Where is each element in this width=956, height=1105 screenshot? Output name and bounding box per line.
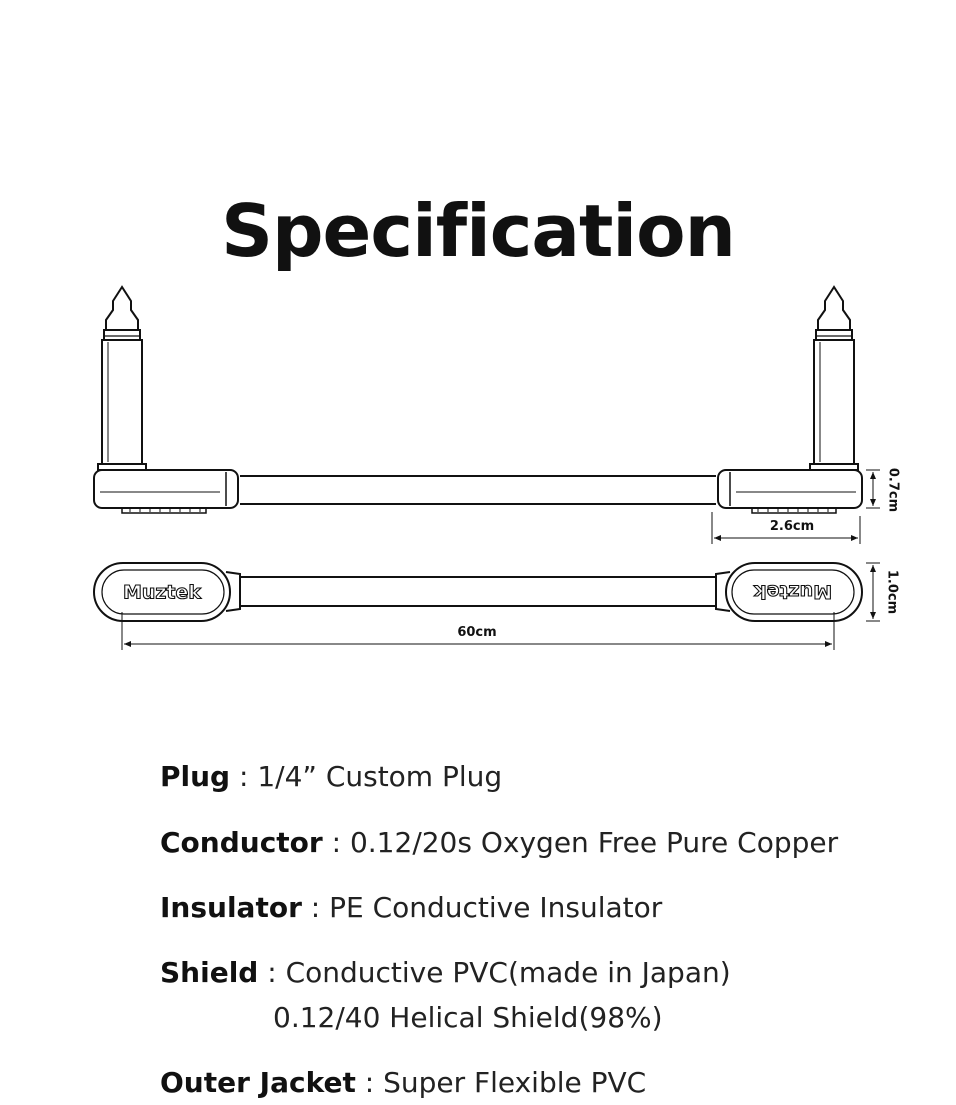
label-thickness: 0.7cm [885, 467, 901, 513]
side-view [94, 287, 862, 513]
page-title: Specification [221, 189, 735, 273]
spec-row-outer-jacket: Outer Jacket : Super Flexible PVC [160, 1066, 647, 1099]
logo-right: Muztek [753, 580, 833, 603]
spec-label: Outer Jacket [160, 1066, 356, 1099]
label-length: 60cm [457, 625, 497, 640]
dimension-thickness [866, 470, 880, 508]
spec-label: Shield [160, 956, 259, 989]
spec-row-conductor: Conductor : 0.12/20s Oxygen Free Pure Copper [160, 826, 839, 859]
dimension-height [866, 563, 880, 621]
spec-label: Plug [160, 760, 231, 793]
spec-value: 0.12/20s Oxygen Free Pure Copper [349, 826, 839, 859]
label-height: 1.0cm [884, 569, 900, 615]
left-head-side [94, 470, 238, 513]
spec-value: PE Conductive Insulator [329, 891, 663, 924]
right-plug-icon [810, 287, 858, 470]
logo-left: Muztek [122, 581, 202, 604]
spec-row-plug: Plug : 1/4” Custom Plug [160, 760, 503, 793]
label-head-width: 2.6cm [769, 519, 815, 534]
left-plug-icon [98, 287, 146, 470]
spec-row-shield: Shield : Conductive PVC(made in Japan) [160, 956, 731, 989]
spec-label: Conductor [160, 826, 323, 859]
spec-value: 1/4” Custom Plug [257, 760, 503, 793]
right-head-side [718, 470, 862, 513]
spec-value: Super Flexible PVC [383, 1066, 647, 1099]
spec-label: Insulator [160, 891, 302, 924]
spec-row-insulator: Insulator : PE Conductive Insulator [160, 891, 663, 924]
spec-value-shield-line2: 0.12/40 Helical Shield(98%) [273, 1001, 663, 1034]
spec-value: Conductive PVC(made in Japan) [285, 956, 731, 989]
top-view [94, 563, 862, 621]
